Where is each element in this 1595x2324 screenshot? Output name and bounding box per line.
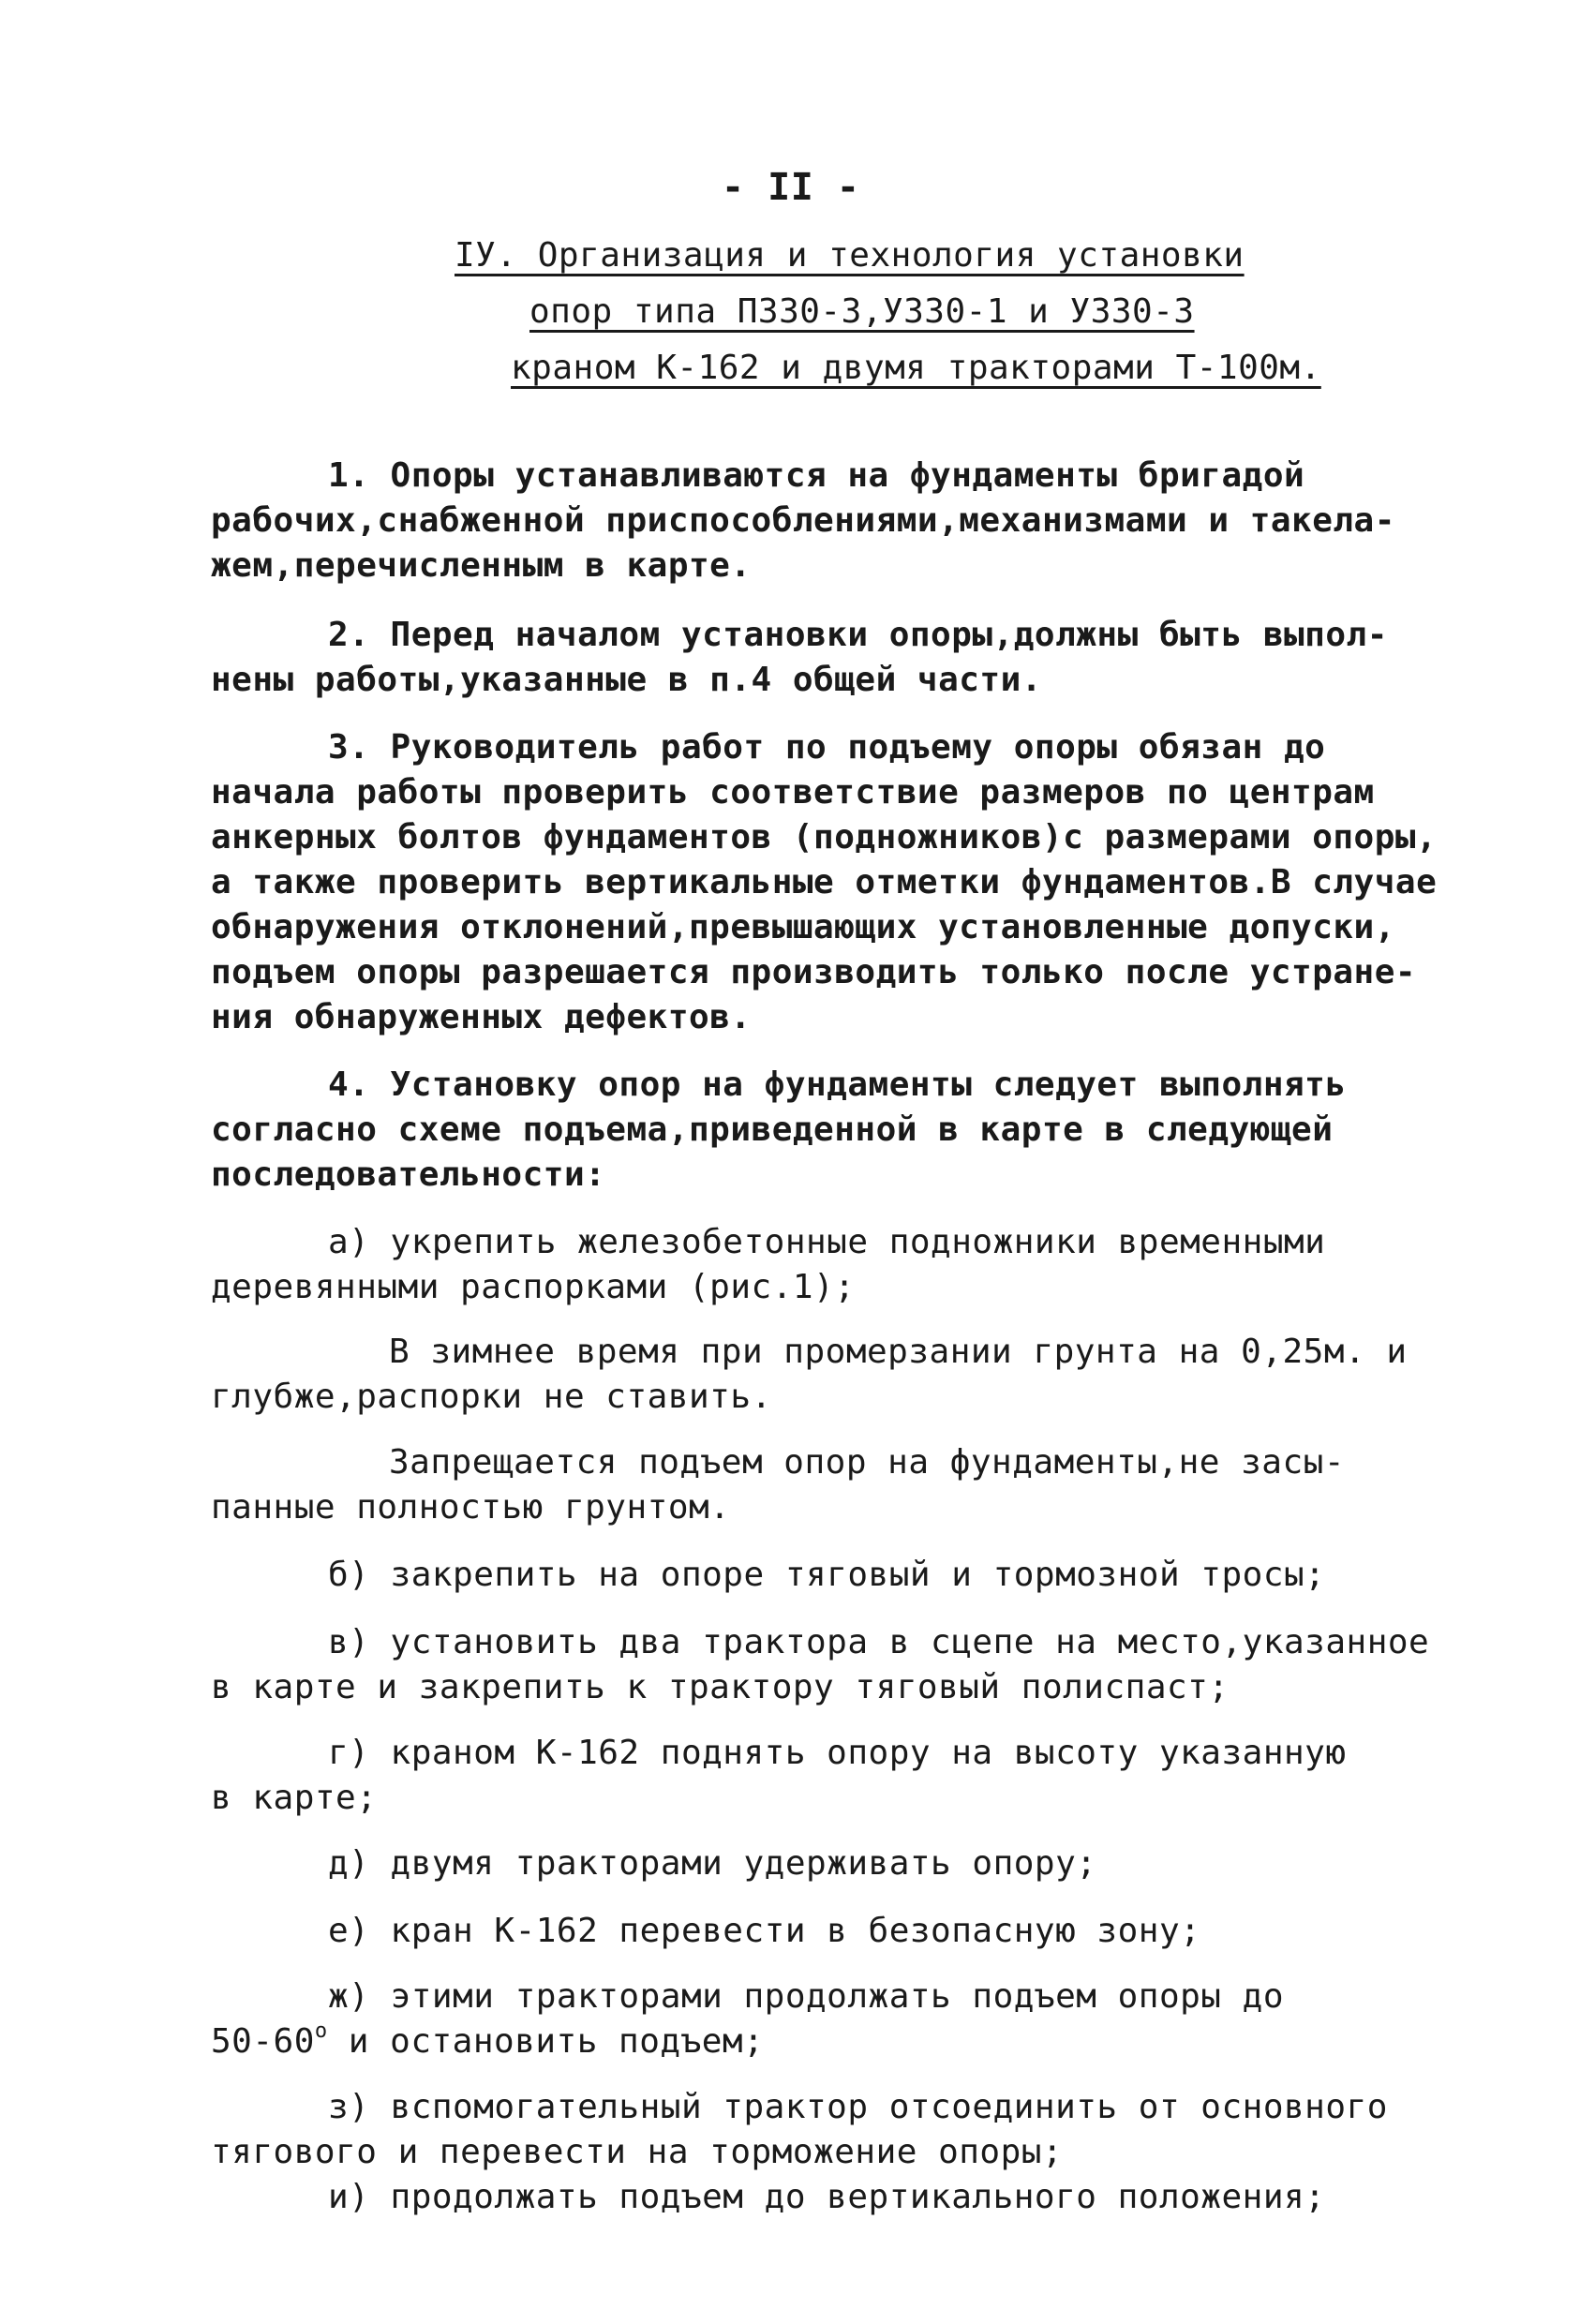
paragraph-3-line: анкерных болтов фундаментов (подножников)с размерами опоры,: [211, 818, 1438, 857]
step-g-line: в карте;: [211, 1779, 378, 1817]
paragraph-1-line: рабочих,снабженной приспособлениями,механизмами и такела-: [211, 501, 1395, 540]
section-heading-line-1: IУ. Организация и технология установки: [455, 236, 1245, 275]
step-g-line: г) краном К-162 поднять опору на высоту указанную: [328, 1734, 1347, 1772]
paragraph-2-line: 2. Перед началом установки опоры,должны быть выпол-: [328, 616, 1388, 654]
paragraph-3-line: а также проверить вертикальные отметки фундаментов.В случае: [211, 863, 1438, 901]
step-zh-line-2: [211, 2019, 765, 2061]
note-prohibition-line: Запрещается подъем опор на фундаменты,не засы-: [389, 1443, 1345, 1482]
paragraph-4-line: последовательности:: [211, 1155, 606, 1194]
note-prohibition-line: панные полностью грунтом.: [211, 1488, 731, 1527]
section-heading-line-3: краном К-162 и двумя тракторами Т-100м.: [511, 349, 1321, 387]
step-a-line: а) укрепить железобетонные подножники временными: [328, 1223, 1326, 1261]
step-v-line: в карте и закрепить к трактору тяговый полиспаст;: [211, 1668, 1230, 1706]
paragraph-3-line: начала работы проверить соответствие размеров по центрам: [211, 773, 1375, 812]
paragraph-4-line: 4. Установку опор на фундаменты следует выполнять: [328, 1065, 1347, 1104]
note-winter-line: глубже,распорки не ставить.: [211, 1378, 772, 1416]
step-b-line: б) закрепить на опоре тяговый и тормозной тросы;: [328, 1556, 1326, 1594]
note-winter-line: В зимнее время при промерзании грунта на 0,25м. и: [389, 1333, 1408, 1371]
page-number: - II -: [722, 166, 860, 209]
step-e-line: е) кран К-162 перевести в безопасную зону;: [328, 1912, 1201, 1950]
paragraph-1-line: жем,перечисленным в карте.: [211, 546, 752, 585]
step-z-line: тягового и перевести на торможение опоры;: [211, 2133, 1064, 2171]
step-v-line: в) установить два трактора в сцепе на место,указанное: [328, 1623, 1430, 1661]
step-zh-line: ж) этими тракторами продолжать подъем опоры до: [328, 1977, 1284, 2016]
step-a-line: деревянными распорками (рис.1);: [211, 1268, 856, 1306]
degree-mark: о: [314, 2019, 328, 2043]
paragraph-3-line: ния обнаруженных дефектов.: [211, 998, 752, 1036]
paragraph-1-line: 1. Опоры устанавливаются на фундаменты бригадой: [328, 456, 1305, 495]
paragraph-3-line: 3. Руководитель работ по подъему опоры обязан до: [328, 728, 1326, 767]
section-heading-line-2: опор типа П330-3,У330-1 и У330-3: [529, 292, 1195, 331]
angle-range: 50-60: [211, 2022, 315, 2061]
step-zh-rest: и остановить подъем;: [327, 2022, 765, 2061]
step-d-line: д) двумя тракторами удерживать опору;: [328, 1844, 1097, 1883]
paragraph-4-line: согласно схеме подъема,приведенной в карте в следующей: [211, 1110, 1334, 1149]
paragraph-3-line: подъем опоры разрешается производить только после устране-: [211, 953, 1417, 991]
step-z-line: з) вспомогательный трактор отсоединить от основного: [328, 2088, 1388, 2126]
paragraph-2-line: нены работы,указанные в п.4 общей части.: [211, 661, 1042, 699]
paragraph-3-line: обнаружения отклонений,превышающих установленные допуски,: [211, 908, 1395, 946]
step-i-line: и) продолжать подъем до вертикального положения;: [328, 2178, 1326, 2216]
